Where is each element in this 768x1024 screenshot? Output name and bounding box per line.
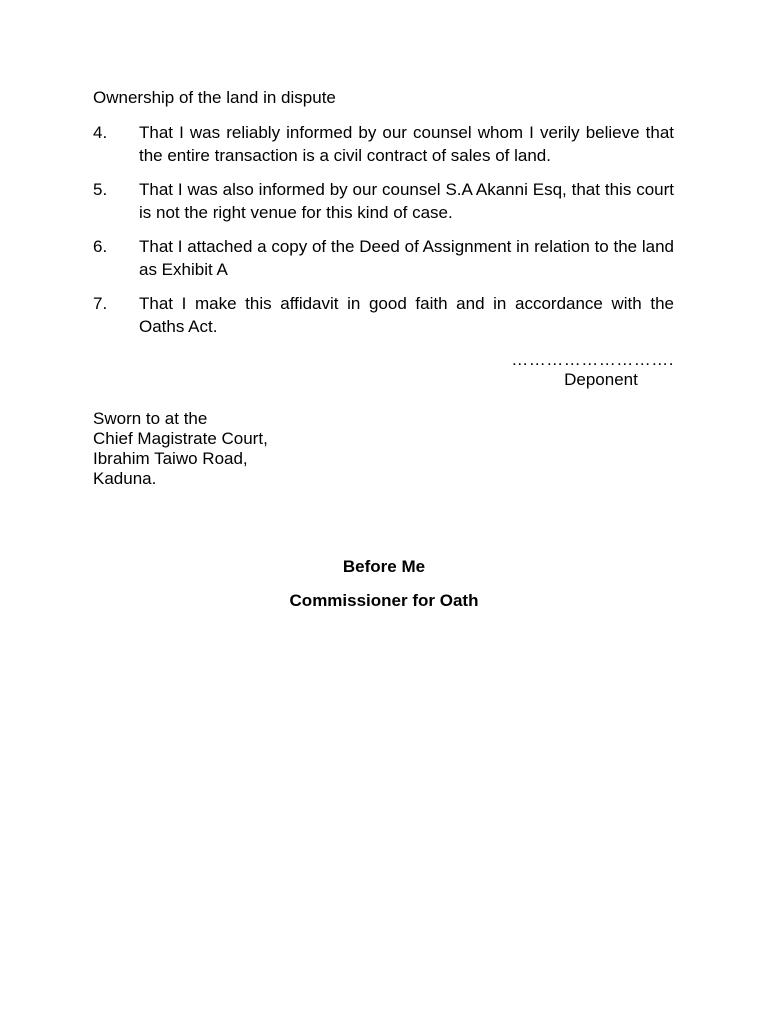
deponent-label: Deponent	[564, 370, 638, 389]
paragraph-5	[93, 179, 674, 224]
before-me-heading: Before Me	[342, 557, 426, 576]
sworn-line-4: Kaduna.	[93, 469, 157, 488]
paragraph-7	[93, 293, 674, 338]
paragraph-number: 4.	[93, 123, 108, 142]
paragraph-text: That I was reliably informed by our counsel whom I verily believe that the entire transaction is a civil contract of sales of land.	[139, 123, 674, 165]
intro-line: Ownership of the land in dispute	[93, 88, 336, 107]
paragraph-4	[93, 122, 674, 167]
commissioner-heading: Commissioner for Oath	[289, 591, 479, 610]
sworn-block	[93, 409, 268, 489]
paragraph-text: That I was also informed by our counsel S.A Akanni Esq, that this court is not the right venue for this kind of case.	[139, 180, 674, 222]
sworn-line-3: Ibrahim Taiwo Road,	[93, 449, 248, 468]
paragraph-6	[93, 236, 674, 281]
sworn-line-2: Chief Magistrate Court,	[93, 429, 268, 448]
sworn-line-1: Sworn to at the	[93, 409, 208, 428]
paragraph-text: That I attached a copy of the Deed of Assignment in relation to the land as Exhibit A	[139, 237, 674, 279]
paragraph-list	[93, 122, 674, 350]
signature-block	[504, 350, 674, 390]
paragraph-number: 6.	[93, 237, 108, 256]
paragraph-number: 5.	[93, 180, 108, 199]
paragraph-number: 7.	[93, 294, 108, 313]
signature-line: ……………………….	[511, 350, 674, 369]
paragraph-text: That I make this affidavit in good faith and in accordance with the Oaths Act.	[139, 294, 674, 336]
